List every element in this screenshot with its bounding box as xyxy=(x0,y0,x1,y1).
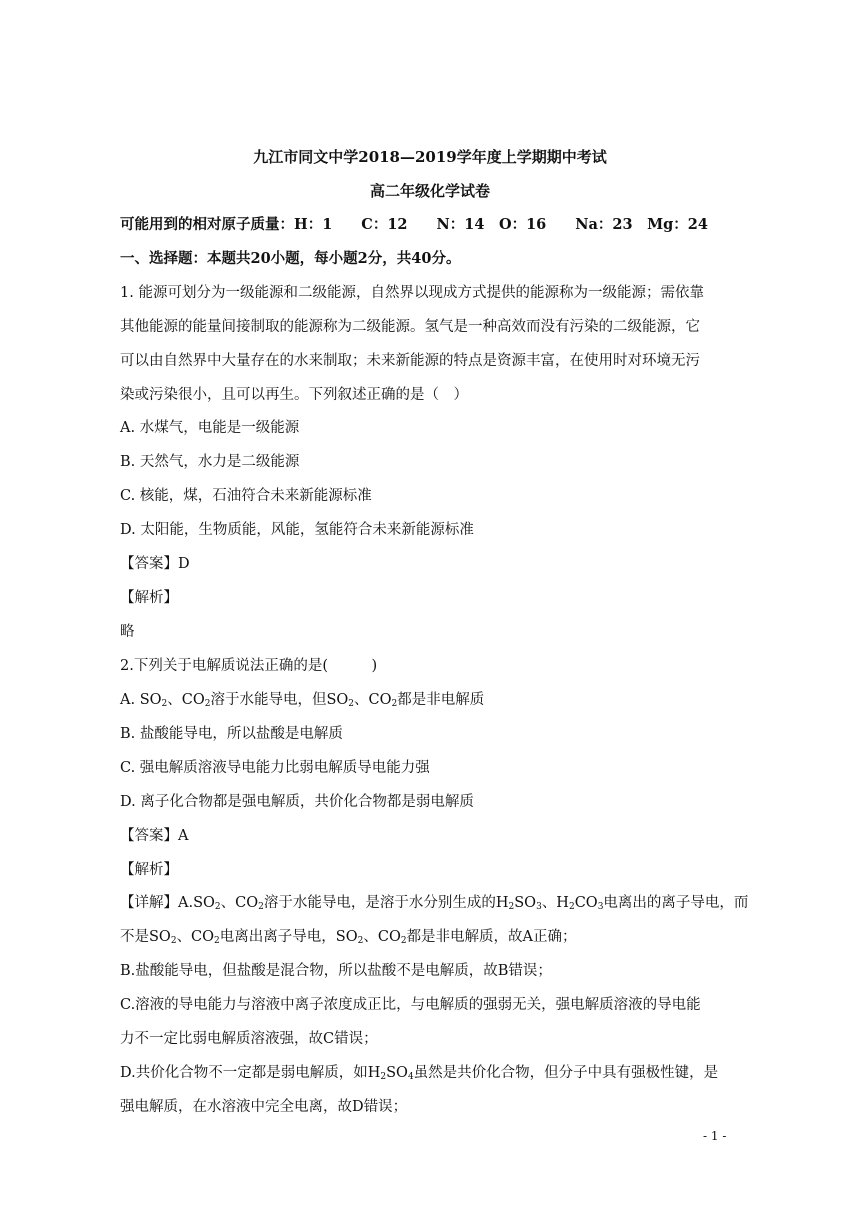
q2-detail-line: C.溶液的导电能力与溶液中离子浓度成正比，与电解质的强弱无关，强电解质溶液的导电能 xyxy=(120,997,701,1013)
q2-option-d: D. 离子化合物都是强电解质，共价化合物都是弱电解质 xyxy=(120,794,474,810)
q1-option-b: B. 天然气，水力是二级能源 xyxy=(120,454,300,470)
q1-option-d: D. 太阳能，生物质能，风能，氢能符合未来新能源标准 xyxy=(120,522,474,538)
q2-option-c: C. 强电解质溶液导电能力比弱电解质导电能力强 xyxy=(120,760,430,776)
exam-subtitle: 高二年级化学试卷 xyxy=(369,182,490,200)
q2-detail-line: D.共价化合物不一定都是弱电解质，如$H_2SO_4$虽然是共价化合物，但分子中具有强极性键，是 xyxy=(120,1065,719,1082)
section-heading: 一、选择题：本题共20小题，每小题2分，共40分。 xyxy=(120,250,461,267)
q2-option-b: B. 盐酸能导电，所以盐酸是电解质 xyxy=(120,726,343,742)
q1-option-a: A. 水煤气，电能是一级能源 xyxy=(120,420,300,436)
atomic-masses: 可能用到的相对原子质量：H：1 C：12 N：14 O：16 Na：23 Mg：24 xyxy=(120,216,708,233)
q2-answer: 【答案】A xyxy=(120,828,189,844)
q1-stem-line: 可以由自然界中大量存在的水来制取；未来新能源的特点是资源丰富，在使用时对环境无污 xyxy=(120,353,700,369)
q2-detail-line: 强电解质，在水溶液中完全电离，故D错误； xyxy=(120,1099,408,1115)
q2-detail-line: B.盐酸能导电，但盐酸是混合物，所以盐酸不是电解质，故B错误； xyxy=(120,963,552,979)
q2-option-a: A. $SO_2$、$CO_2$溶于水能导电，但$SO_2$、$CO_2$都是非电解质 xyxy=(120,692,485,709)
q1-stem-line: 其他能源的能量间接制取的能源称为二级能源。氢气是一种高效而没有污染的二级能源，它 xyxy=(120,319,700,335)
q1-stem-line: 1. 能源可划分为一级能源和二级能源，自然界以现成方式提供的能源称为一级能源；需依靠 xyxy=(120,285,704,301)
q2-detail-line: 力不一定比弱电解质溶液强，故C错误； xyxy=(120,1031,378,1047)
page-number: - 1 - xyxy=(703,1129,727,1143)
q1-analysis: 略 xyxy=(120,624,135,640)
q1-analysis-label: 【解析】 xyxy=(120,590,178,606)
q1-stem-line: 染或污染很小，且可以再生。下列叙述正确的是（ ） xyxy=(120,387,468,403)
q2-detail-line: 不是$SO_2$、$CO_2$电离出离子导电，$SO_2$、$CO_2$都是非电解质，故A正确； xyxy=(120,929,577,946)
q1-answer: 【答案】D xyxy=(120,556,190,572)
q2-detail-line: 【详解】$A.SO_2$、$CO_2$溶于水能导电，是溶于水分别生成的$H_2SO_3$、$H_2CO_3$电离出的离子导电，而 xyxy=(120,895,749,912)
exam-title: 九江市同文中学2018—2019学年度上学期期中考试 xyxy=(253,148,607,166)
q2-analysis-label: 【解析】 xyxy=(120,862,178,878)
q1-option-c: C. 核能，煤，石油符合未来新能源标准 xyxy=(120,488,372,504)
q2-stem: 2.下列关于电解质说法正确的是( ) xyxy=(120,658,378,674)
